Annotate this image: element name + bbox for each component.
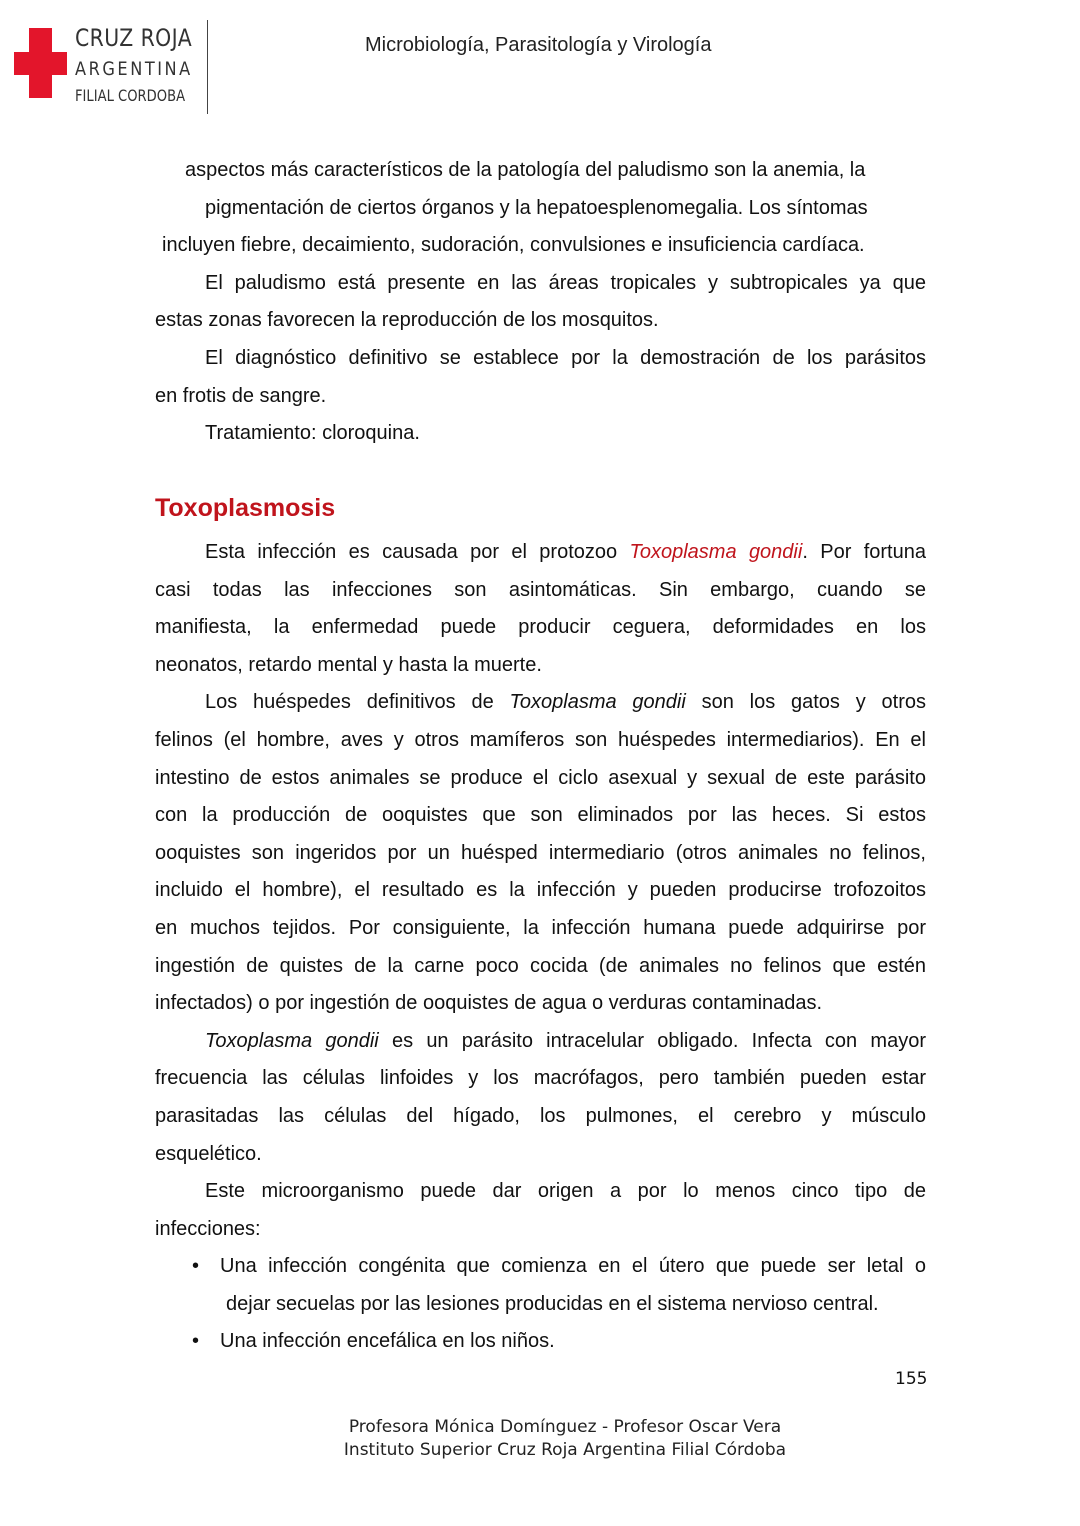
species-name: Toxoplasma gondii	[205, 1029, 379, 1052]
text-line	[155, 647, 926, 685]
text-line	[155, 1173, 926, 1211]
text-segment: frecuencia las células linfoides y los macrófagos, pero también pueden estar	[155, 1067, 926, 1090]
text-segment: incluyen fiebre, decaimiento, sudoración, convulsiones e insuficiencia cardíaca.	[162, 234, 865, 257]
text-segment: infecciones:	[155, 1217, 261, 1240]
text-segment: ingestión de quistes de la carne poco cocida (de animales no felinos que estén	[155, 954, 926, 977]
text-line	[155, 302, 926, 340]
text-line	[155, 1211, 926, 1249]
text-segment: Esta infección es causada por el protozoo	[205, 541, 630, 563]
text-segment: . Por fortuna	[802, 541, 926, 563]
text-line	[155, 985, 926, 1023]
text-segment: Los huéspedes definitivos de	[205, 691, 510, 714]
species-name: Toxoplasma gondii	[629, 541, 803, 563]
malaria-text-block	[155, 152, 926, 453]
text-segment: con la producción de ooquistes que son eliminados por las heces. Si estos	[155, 804, 926, 827]
text-segment: Este microorganismo puede dar origen a por lo menos cinco tipo de	[205, 1180, 926, 1203]
text-line	[155, 910, 926, 948]
text-line	[155, 227, 926, 265]
bullet-icon: •	[192, 1255, 200, 1278]
footer-authors: Profesora Mónica Domínguez - Profesor Oscar Vera	[348, 1417, 782, 1437]
text-line	[155, 1248, 926, 1286]
text-segment: en muchos tejidos. Por consiguiente, la infección humana puede adquirirse por	[155, 916, 926, 939]
text-segment: Una infección encefálica en los niños.	[220, 1330, 555, 1353]
text-line	[155, 152, 926, 190]
text-segment: dejar secuelas por las lesiones producidas en el sistema nervioso central.	[226, 1292, 879, 1315]
text-segment: manifiesta, la enfermedad puede producir ceguera, deformidades en los	[155, 616, 926, 639]
text-segment: parasitadas las células del hígado, los pulmones, el cerebro y músculo	[155, 1104, 926, 1127]
text-line	[155, 1136, 926, 1174]
page-number: 155	[895, 1369, 928, 1389]
text-segment: es un parásito intracelular obligado. Infecta con mayor	[378, 1029, 926, 1052]
text-line	[155, 684, 926, 722]
text-line	[155, 534, 926, 572]
text-segment: neonatos, retardo mental y hasta la muerte.	[155, 653, 542, 676]
text-segment: incluido el hombre), el resultado es la infección y pueden producirse trofozoitos	[155, 879, 926, 902]
text-line	[155, 1098, 926, 1136]
footer-institute: Instituto Superior Cruz Roja Argentina Filial Córdoba	[343, 1440, 787, 1460]
text-segment: infectados) o por ingestión de ooquistes de agua o verduras contaminadas.	[155, 992, 823, 1015]
text-line	[155, 1023, 926, 1061]
text-line	[155, 609, 926, 647]
text-line	[155, 1060, 926, 1098]
text-segment: esquelético.	[155, 1142, 262, 1165]
text-segment: El paludismo está presente en las áreas tropicales y subtropicales ya que	[205, 271, 926, 294]
text-line	[155, 948, 926, 986]
text-line	[155, 265, 926, 303]
text-line	[155, 190, 926, 228]
text-segment: El diagnóstico definitivo se establece por la demostración de los parásitos	[205, 346, 926, 369]
text-line	[155, 872, 926, 910]
text-line	[155, 1286, 926, 1324]
cruz-roja-logo	[12, 22, 212, 114]
text-line	[155, 378, 926, 416]
text-segment: en frotis de sangre.	[155, 384, 327, 407]
text-line	[155, 340, 926, 378]
text-segment: pigmentación de ciertos órganos y la hepatoesplenomegalia. Los síntomas	[205, 196, 868, 219]
logo-line-2: ARGENTINA	[75, 58, 193, 80]
text-line	[155, 722, 926, 760]
header-divider	[207, 20, 208, 114]
red-cross-icon-bar	[14, 52, 67, 75]
text-segment: estas zonas favorecen la reproducción de los mosquitos.	[155, 309, 659, 332]
text-line	[155, 1323, 926, 1361]
bullet-icon: •	[192, 1330, 200, 1353]
logo-line-1: CRUZ ROJA	[75, 24, 193, 52]
text-segment: son los gatos y otros	[685, 691, 926, 714]
section-heading: Toxoplasmosis	[155, 494, 336, 522]
text-segment: Una infección congénita que comienza en el útero que puede ser letal o	[220, 1255, 926, 1278]
text-segment: ooquistes son ingeridos por un huésped intermediario (otros animales no felinos,	[155, 841, 926, 864]
text-line	[155, 572, 926, 610]
text-line	[155, 415, 926, 453]
text-line	[155, 835, 926, 873]
text-segment: intestino de estos animales se produce el ciclo asexual y sexual de este parásito	[155, 766, 926, 789]
logo-line-3: FILIAL CORDOBA	[75, 86, 186, 105]
header-title: Microbiología, Parasitología y Virología	[365, 34, 712, 56]
species-name: Toxoplasma gondii	[509, 691, 686, 714]
text-segment: aspectos más característicos de la patología del paludismo son la anemia, la	[185, 159, 866, 181]
toxoplasmosis-text-block	[155, 534, 926, 1361]
text-segment: casi todas las infecciones son asintomáticas. Sin embargo, cuando se	[155, 578, 926, 601]
text-segment: felinos (el hombre, aves y otros mamíferos son huéspedes intermediarios). En el	[155, 728, 926, 751]
text-line	[155, 760, 926, 798]
text-line	[155, 797, 926, 835]
text-segment: Tratamiento: cloroquina.	[205, 422, 420, 445]
